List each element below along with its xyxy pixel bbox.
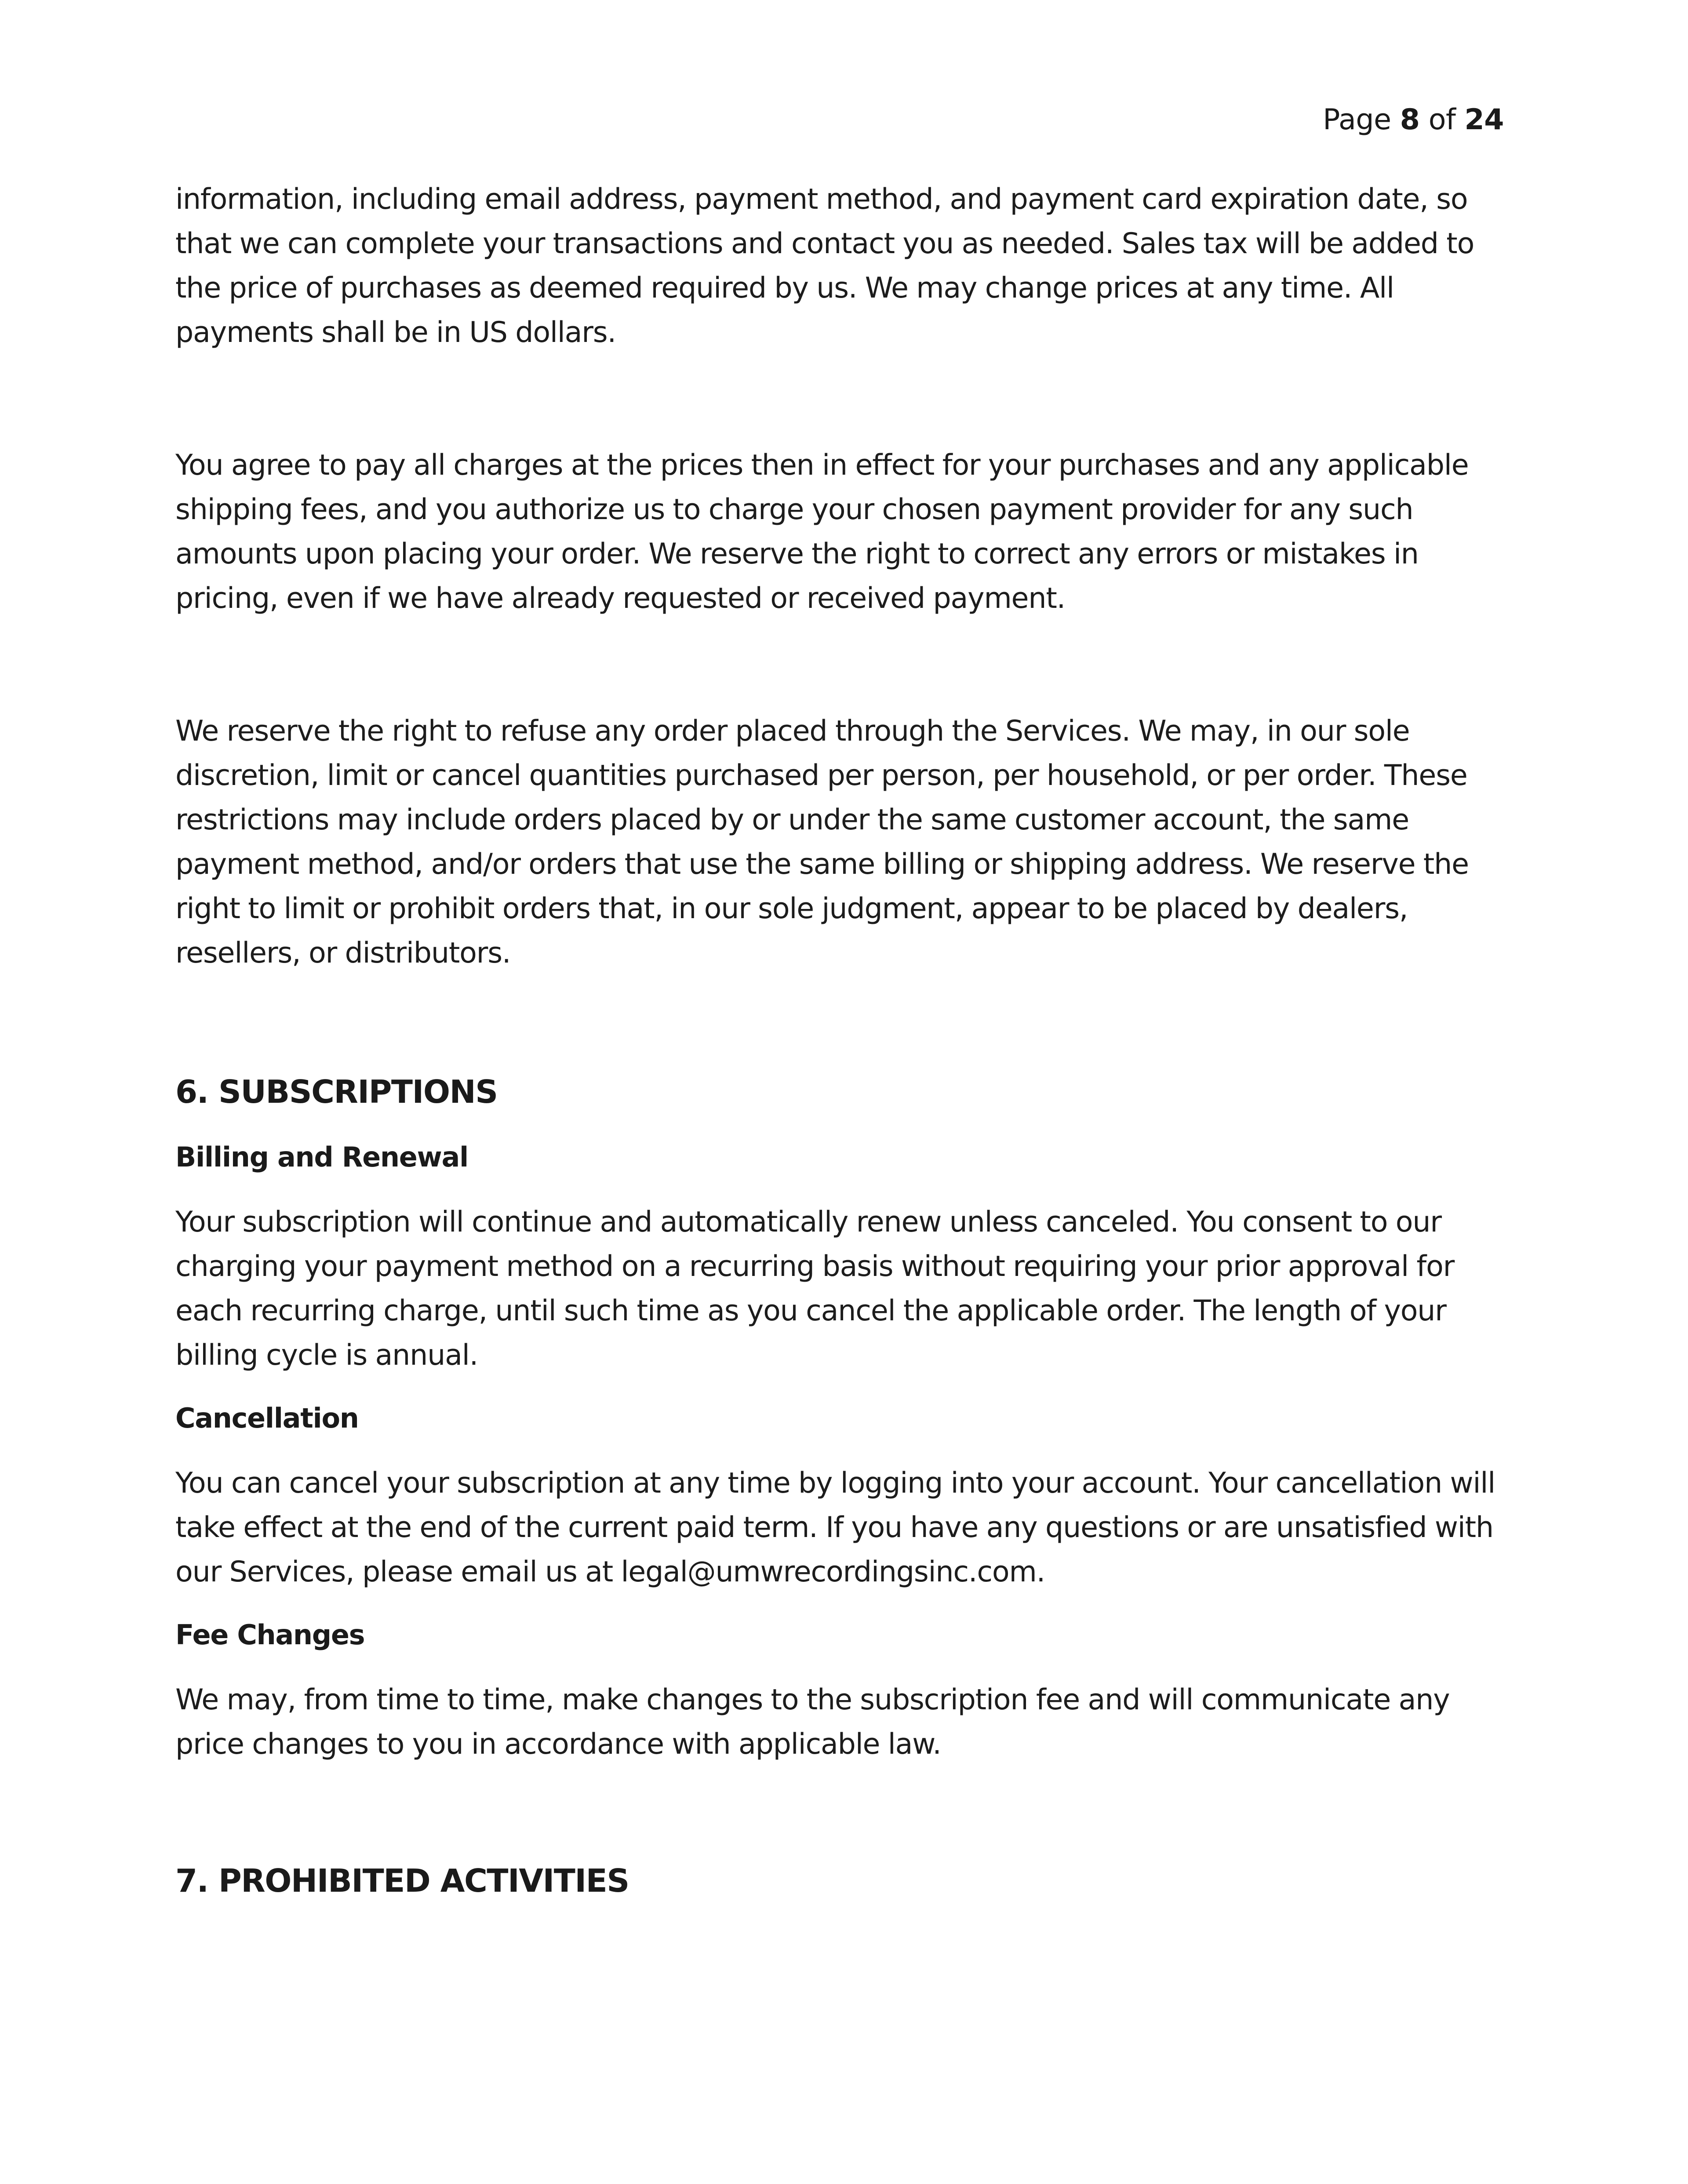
fee-changes-heading: Fee Changes <box>175 1619 365 1651</box>
billing-renewal-heading: Billing and Renewal <box>175 1141 468 1173</box>
page-label: Page <box>1323 103 1391 136</box>
section-7-title: 7. PROHIBITED ACTIVITIES <box>175 1862 629 1899</box>
cancellation-heading: Cancellation <box>175 1402 359 1434</box>
page-number <box>1323 100 1504 140</box>
order-refusal-paragraph: We reserve the right to refuse any order placed through the Services. We may, in our sole discretion, limit or cancel quantities purchased per person, per household, or per order. These restrictions may include orders placed by or under the same customer account, the same payment method, and/or orders that use the same billing or shipping address. We reserve the right to limit or prohibit orders that, in our sole judgment, appear to be placed by dealers, resellers, or distributors. <box>175 715 1469 970</box>
billing-renewal-body: Your subscription will continue and automatically renew unless canceled. You consent to our charging your payment method on a recurring basis without requiring your prior approval for each recurring charge, until such time as you cancel the applicable order. The length of your billing cycle is annual. <box>175 1206 1455 1372</box>
page-content <box>175 177 1504 1903</box>
cancellation-body: You can cancel your subscription at any time by logging into your account. Your cancellation will take effect at the end of the current paid term. If you have any questions or are unsatisfied with our Services, please email us at legal@umwrecordingsinc.com. <box>175 1467 1495 1588</box>
fee-changes-body: We may, from time to time, make changes to the subscription fee and will communicate any price changes to you in accordance with applicable law. <box>175 1683 1450 1761</box>
current-page-number: 8 <box>1400 103 1420 136</box>
total-pages-number: 24 <box>1464 103 1504 136</box>
section-6-title: 6. SUBSCRIPTIONS <box>175 1073 498 1110</box>
payment-info-paragraph: information, including email address, payment method, and payment card expiration date, so that we can complete your transactions and contact you as needed. Sales tax will be added to the price of purchases as deemed required by us. We may change prices at any time. All payments shall be in US dollars. <box>175 183 1474 349</box>
of-label: of <box>1428 103 1456 136</box>
charges-paragraph: You agree to pay all charges at the prices then in effect for your purchases and any applicable shipping fees, and you authorize us to charge your chosen payment provider for any such amounts upon placing your order. We reserve the right to correct any errors or mistakes in pricing, even if we have already requested or received payment. <box>175 449 1469 615</box>
